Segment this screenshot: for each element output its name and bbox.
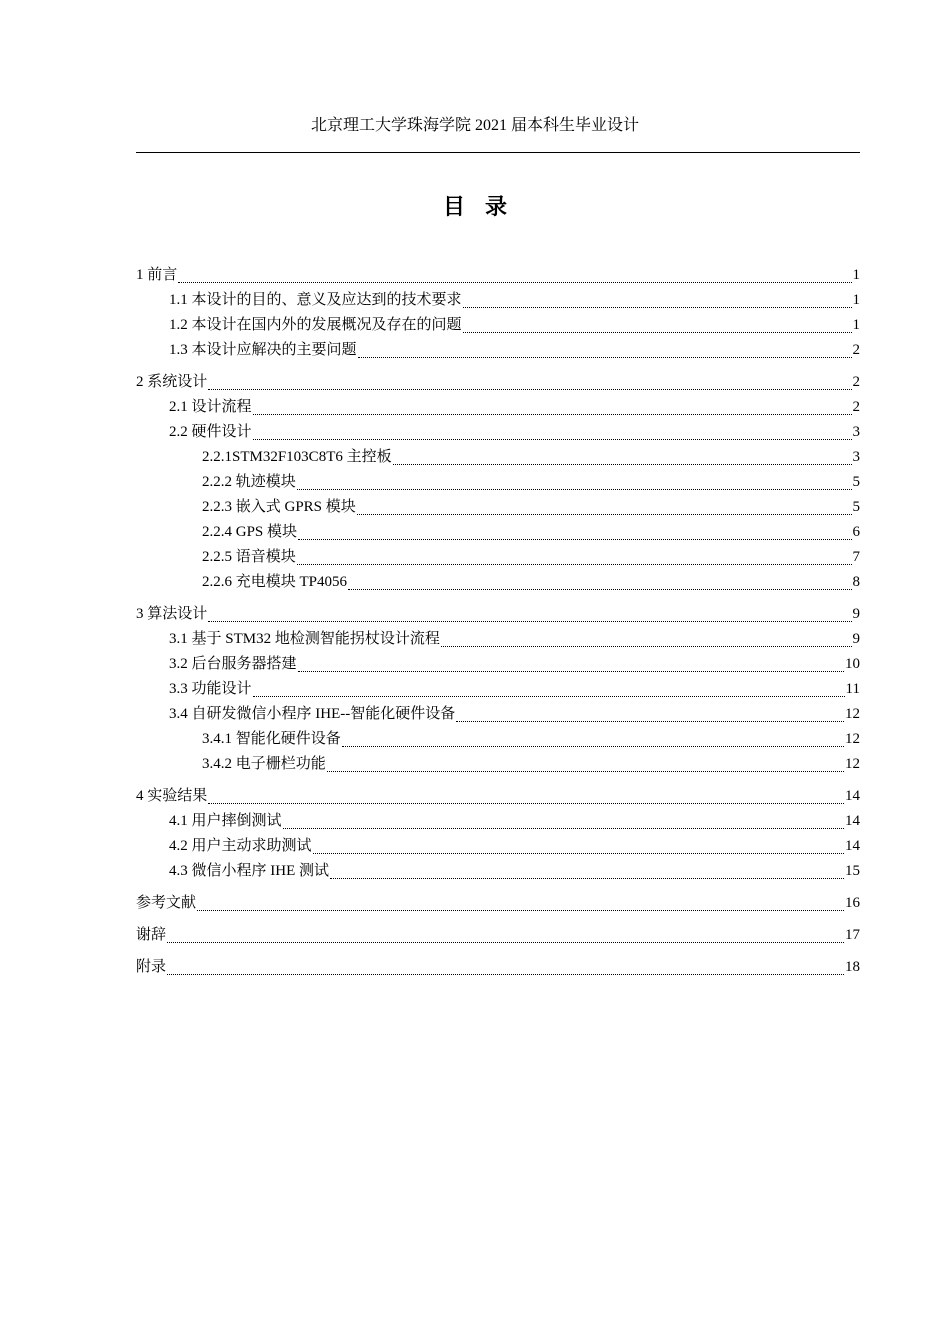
toc-entry[interactable] <box>136 288 860 313</box>
toc-entry-page: 1 <box>852 292 860 308</box>
toc-entry[interactable] <box>136 627 860 652</box>
toc-entry-page: 12 <box>845 756 860 772</box>
toc-leader-dots <box>298 538 851 540</box>
toc-entry-page: 2 <box>852 342 860 358</box>
toc-entry-title: 参考文献 <box>136 895 197 911</box>
toc-entry-title: 4.2 用户主动求助测试 <box>169 838 312 854</box>
toc-entry-title: 附录 <box>136 959 167 975</box>
toc-leader-dots <box>330 877 844 879</box>
toc-entry-page: 8 <box>852 574 860 590</box>
toc-entry-title: 2.2.2 轨迹模块 <box>202 474 296 490</box>
toc-leader-dots <box>358 356 852 358</box>
toc-entry[interactable] <box>136 677 860 702</box>
toc-entry[interactable] <box>136 338 860 363</box>
toc-entry-page: 3 <box>852 449 860 465</box>
toc-leader-dots <box>197 909 844 911</box>
toc-leader-dots <box>298 670 844 672</box>
toc-leader-dots <box>253 438 852 440</box>
toc-entry-title: 3.4.2 电子栅栏功能 <box>202 756 326 772</box>
toc-entry-page: 14 <box>845 838 860 854</box>
toc-entry[interactable] <box>136 834 860 859</box>
toc-entry-page: 6 <box>852 524 860 540</box>
toc-leader-dots <box>283 827 844 829</box>
toc-entry-title: 4 实验结果 <box>136 788 208 804</box>
toc-entry-page: 11 <box>845 681 860 697</box>
toc-entry-title: 3.4.1 智能化硬件设备 <box>202 731 341 747</box>
toc-leader-dots <box>313 852 844 854</box>
toc-leader-dots <box>441 645 852 647</box>
toc-leader-dots <box>342 745 844 747</box>
toc-entry[interactable] <box>136 891 860 916</box>
toc-entry-title: 2.2.5 语音模块 <box>202 549 296 565</box>
toc-entry-title: 2.1 设计流程 <box>169 399 252 415</box>
toc-entry-page: 9 <box>852 606 860 622</box>
toc-entry-title: 4.1 用户摔倒测试 <box>169 813 282 829</box>
toc-entry[interactable] <box>136 395 860 420</box>
toc-entry-title: 2.2 硬件设计 <box>169 424 252 440</box>
toc-entry-page: 1 <box>852 317 860 333</box>
toc-leader-dots <box>463 306 852 308</box>
toc-entry-page: 15 <box>845 863 860 879</box>
toc-entry[interactable] <box>136 727 860 752</box>
toc-leader-dots <box>456 720 844 722</box>
toc-entry[interactable] <box>136 313 860 338</box>
toc-entry-title: 2.2.1STM32F103C8T6 主控板 <box>202 449 392 465</box>
toc-entry-title: 1.1 本设计的目的、意义及应达到的技术要求 <box>169 292 462 308</box>
toc-entry-title: 谢辞 <box>136 927 167 943</box>
page-title: 目录 <box>442 195 527 220</box>
toc-entry-title: 3.2 后台服务器搭建 <box>169 656 297 672</box>
toc-entry[interactable] <box>136 602 860 627</box>
toc-entry-page: 12 <box>845 731 860 747</box>
toc-entry-title: 2.2.4 GPS 模块 <box>202 524 298 540</box>
toc-entry[interactable] <box>136 520 860 545</box>
toc-entry-page: 14 <box>845 813 860 829</box>
toc-entry[interactable] <box>136 859 860 884</box>
toc-leader-dots <box>167 941 844 943</box>
toc-entry-title: 3.1 基于 STM32 地检测智能拐杖设计流程 <box>169 631 440 647</box>
toc-entry[interactable] <box>136 955 860 980</box>
toc-entry-page: 3 <box>852 424 860 440</box>
toc-entry-title: 3.4 自研发微信小程序 IHE--智能化硬件设备 <box>169 706 456 722</box>
toc-leader-dots <box>297 563 852 565</box>
toc-entry[interactable] <box>136 652 860 677</box>
toc-entry-title: 1.2 本设计在国内外的发展概况及存在的问题 <box>169 317 462 333</box>
toc-entry[interactable] <box>136 445 860 470</box>
toc-entry-page: 9 <box>852 631 860 647</box>
toc-entry[interactable] <box>136 784 860 809</box>
toc-entry-page: 18 <box>845 959 860 975</box>
table-of-contents <box>136 263 860 980</box>
toc-leader-dots <box>208 388 851 390</box>
toc-entry[interactable] <box>136 263 860 288</box>
running-header: 北京理工大学珠海学院 2021 届本科生毕业设计 <box>310 117 639 134</box>
toc-leader-dots <box>167 973 844 975</box>
toc-entry-page: 16 <box>845 895 860 911</box>
toc-leader-dots <box>253 413 852 415</box>
toc-leader-dots <box>357 513 852 515</box>
header-rule <box>136 152 860 153</box>
toc-leader-dots <box>253 695 845 697</box>
toc-entry-page: 10 <box>845 656 860 672</box>
toc-entry-page: 2 <box>852 399 860 415</box>
toc-entry-page: 5 <box>852 474 860 490</box>
toc-entry[interactable] <box>136 752 860 777</box>
toc-entry-page: 7 <box>852 549 860 565</box>
toc-entry-page: 5 <box>852 499 860 515</box>
toc-entry-page: 14 <box>845 788 860 804</box>
toc-leader-dots <box>393 463 852 465</box>
toc-entry-page: 17 <box>845 927 860 943</box>
toc-entry[interactable] <box>136 923 860 948</box>
toc-leader-dots <box>208 620 851 622</box>
toc-entry-title: 3 算法设计 <box>136 606 208 622</box>
toc-entry[interactable] <box>136 370 860 395</box>
toc-entry-title: 2 系统设计 <box>136 374 208 390</box>
toc-entry-page: 1 <box>852 267 860 283</box>
toc-entry[interactable] <box>136 420 860 445</box>
toc-leader-dots <box>327 770 844 772</box>
toc-leader-dots <box>208 802 844 804</box>
toc-leader-dots <box>178 281 851 283</box>
toc-entry[interactable] <box>136 495 860 520</box>
toc-entry[interactable] <box>136 809 860 834</box>
toc-entry-title: 2.2.6 充电模块 TP4056 <box>202 574 348 590</box>
toc-entry[interactable] <box>136 570 860 595</box>
toc-entry[interactable] <box>136 545 860 570</box>
toc-entry-page: 12 <box>845 706 860 722</box>
toc-entry-page: 2 <box>852 374 860 390</box>
toc-leader-dots <box>463 331 852 333</box>
toc-entry[interactable] <box>136 470 860 495</box>
toc-leader-dots <box>348 588 851 590</box>
toc-entry[interactable] <box>136 702 860 727</box>
toc-leader-dots <box>297 488 852 490</box>
toc-entry-title: 4.3 微信小程序 IHE 测试 <box>169 863 329 879</box>
toc-entry-title: 1 前言 <box>136 267 178 283</box>
toc-entry-title: 1.3 本设计应解决的主要问题 <box>169 342 357 358</box>
toc-entry-title: 3.3 功能设计 <box>169 681 252 697</box>
toc-entry-title: 2.2.3 嵌入式 GPRS 模块 <box>202 499 356 515</box>
